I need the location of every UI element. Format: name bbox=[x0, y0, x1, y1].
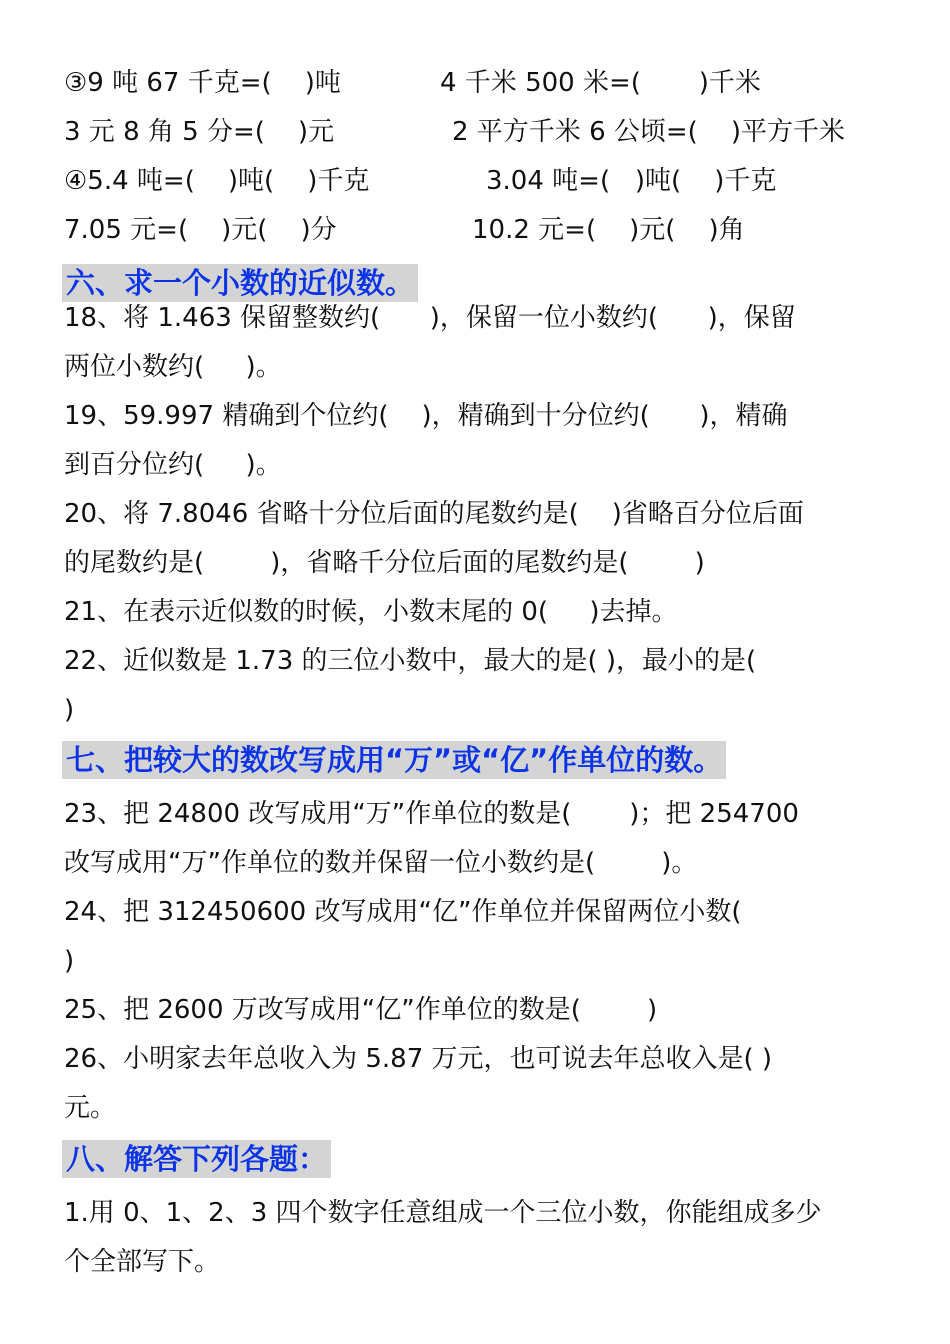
conversion-row-3-left: ④5.4 吨=( )吨( )千克 bbox=[64, 166, 370, 196]
section-7-line-7: 元。 bbox=[64, 1093, 117, 1123]
section-7-heading: 七、把较大的数改写成用“万”或“亿”作单位的数。 bbox=[62, 741, 726, 779]
section-7-line-4: ) bbox=[64, 946, 75, 976]
section-6-line-9: ) bbox=[64, 695, 75, 725]
section-6-heading: 六、求一个小数的近似数。 bbox=[62, 264, 418, 302]
conversion-row-4-right: 10.2 元=( )元( )角 bbox=[472, 215, 745, 245]
section-7-line-5: 25、把 2600 万改写成用“亿”作单位的数是( ) bbox=[64, 995, 658, 1025]
section-6-line-4: 到百分位约( )。 bbox=[64, 450, 282, 480]
section-8-line-1: 1.用 0、1、2、3 四个数字任意组成一个三位小数，你能组成多少 bbox=[64, 1198, 822, 1228]
section-7-line-2: 改写成用“万”作单位的数并保留一位小数约是( )。 bbox=[64, 848, 698, 878]
section-6-line-5: 20、将 7.8046 省略十分位后面的尾数约是( )省略百分位后面 bbox=[64, 499, 804, 529]
conversion-row-4-left: 7.05 元=( )元( )分 bbox=[64, 215, 337, 245]
section-7-line-6: 26、小明家去年总收入为 5.87 万元，也可说去年总收入是( ) bbox=[64, 1044, 773, 1074]
section-8-line-2: 个全部写下。 bbox=[64, 1247, 221, 1277]
conversion-row-1-left: ③9 吨 67 千克=( )吨 bbox=[64, 68, 341, 98]
section-7-line-3: 24、把 312450600 改写成用“亿”作单位并保留两位小数( bbox=[64, 897, 742, 927]
section-6-line-1: 18、将 1.463 保留整数约( )，保留一位小数约( )，保留 bbox=[64, 303, 796, 333]
conversion-row-1-right: 4 千米 500 米=( )千米 bbox=[440, 68, 761, 98]
conversion-row-2-left: 3 元 8 角 5 分=( )元 bbox=[64, 117, 335, 147]
section-6-line-6: 的尾数约是( )，省略千分位后面的尾数约是( ) bbox=[64, 548, 705, 578]
conversion-row-3-right: 3.04 吨=( )吨( )千克 bbox=[486, 166, 777, 196]
section-6-line-8: 22、近似数是 1.73 的三位小数中，最大的是( )，最小的是( bbox=[64, 646, 757, 676]
section-8-heading: 八、解答下列各题： bbox=[62, 1140, 331, 1178]
section-6-line-7: 21、在表示近似数的时候，小数末尾的 0( )去掉。 bbox=[64, 597, 678, 627]
section-6-line-3: 19、59.997 精确到个位约( )，精确到十分位约( )，精确 bbox=[64, 401, 788, 431]
conversion-row-2-right: 2 平方千米 6 公顷=( )平方千米 bbox=[452, 117, 846, 147]
section-7-line-1: 23、把 24800 改写成用“万”作单位的数是( )；把 254700 bbox=[64, 799, 799, 829]
section-6-line-2: 两位小数约( )。 bbox=[64, 352, 282, 382]
